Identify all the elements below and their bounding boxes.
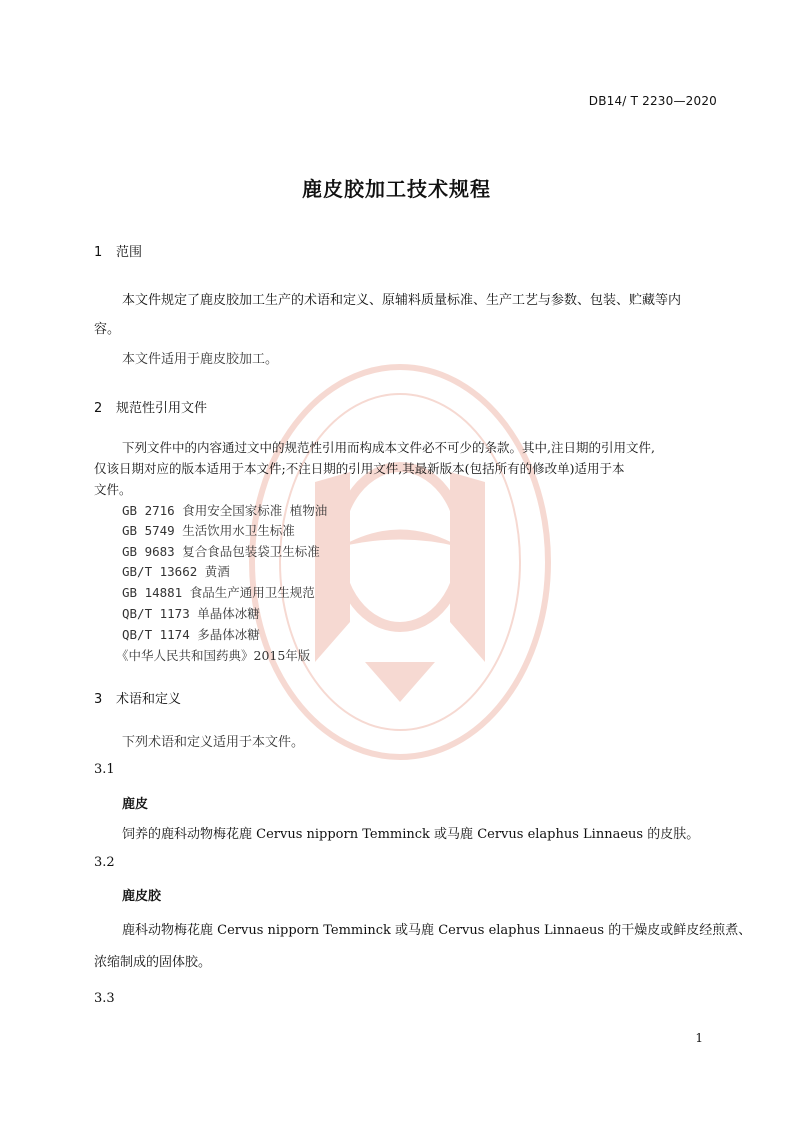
- clause-number: 3.2: [94, 855, 115, 870]
- section-number: 2: [94, 401, 103, 416]
- reference-item: GB/T 13662 黄酒: [122, 564, 230, 579]
- publisher-watermark-seal: [245, 362, 555, 782]
- term-heading: 鹿皮胶: [122, 889, 162, 904]
- section-title: 规范性引用文件: [116, 401, 208, 416]
- term-heading: 鹿皮: [122, 797, 149, 812]
- paragraph: 下列文件中的内容通过文中的规范性引用而构成本文件必不可少的条款。其中,注日期的引用文件,: [122, 440, 655, 455]
- paragraph: 容。: [94, 322, 121, 337]
- section-title: 范围: [116, 245, 143, 260]
- reference-item: GB 2716 食用安全国家标准 植物油: [122, 503, 328, 518]
- reference-item: GB 5749 生活饮用水卫生标准: [122, 523, 295, 538]
- clause-number: 3.1: [94, 762, 115, 777]
- page-number: 1: [695, 1031, 703, 1045]
- clause-number: 3.3: [94, 991, 115, 1006]
- reference-item: QB/T 1174 多晶体冰糖: [122, 627, 260, 642]
- term-definition: 饲养的鹿科动物梅花鹿 Cervus nipporn Temminck 或马鹿 Cervus elaphus Linnaeus 的皮肤。: [122, 827, 700, 842]
- section-1-heading: [94, 241, 142, 260]
- reference-item: GB 9683 复合食品包装袋卫生标准: [122, 544, 320, 559]
- standard-code: DB14/ T 2230—2020: [588, 94, 717, 108]
- paragraph: 下列术语和定义适用于本文件。: [122, 735, 305, 750]
- section-title: 术语和定义: [116, 692, 182, 707]
- section-number: 1: [94, 245, 103, 260]
- paragraph: 本文件适用于鹿皮胶加工。: [122, 352, 279, 367]
- term-definition: 浓缩制成的固体胶。: [94, 955, 212, 970]
- section-2-heading: [94, 397, 207, 416]
- reference-item: GB 14881 食品生产通用卫生规范: [122, 585, 315, 600]
- reference-item: QB/T 1173 单晶体冰糖: [122, 606, 260, 621]
- section-number: 3: [94, 692, 103, 707]
- reference-item: 《中华人民共和国药典》2015年版: [116, 648, 311, 663]
- paragraph: 本文件规定了鹿皮胶加工生产的术语和定义、原辅料质量标准、生产工艺与参数、包装、贮藏等内: [122, 293, 682, 308]
- paragraph: 文件。: [94, 482, 132, 497]
- paragraph: 仅该日期对应的版本适用于本文件;不注日期的引用文件,其最新版本(包括所有的修改单)适用于本: [94, 461, 625, 476]
- document-title: 鹿皮胶加工技术规程: [302, 177, 491, 201]
- section-3-heading: [94, 688, 181, 707]
- term-definition: 鹿科动物梅花鹿 Cervus nipporn Temminck 或马鹿 Cervus elaphus Linnaeus 的干燥皮或鲜皮经煎煮、: [122, 923, 752, 938]
